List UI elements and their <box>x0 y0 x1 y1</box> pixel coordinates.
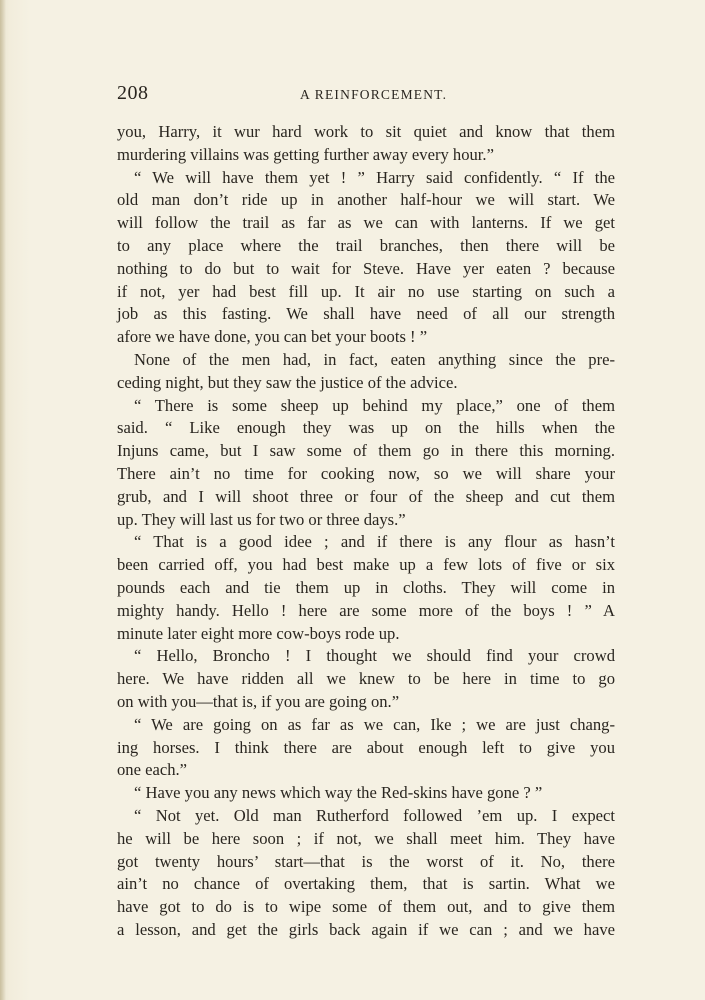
text-line: pounds each and tie them up in cloths. They will come in <box>117 577 615 597</box>
text-line: ing horses. I think there are about enough left to give you <box>117 737 615 757</box>
text-line: he will be here soon ; if not, we shall meet him. They have <box>117 828 615 848</box>
text-line: “ There is some sheep up behind my place,” one of them <box>134 395 615 415</box>
text-line: nothing to do but to wait for Steve. Have yer eaten ? because <box>117 258 615 278</box>
binding-shadow <box>0 0 6 1000</box>
text-line: here. We have ridden all we knew to be here in time to go <box>117 669 615 689</box>
text-line: up. They will last us for two or three days.” <box>117 509 406 529</box>
text-line: ceding night, but they saw the justice of the advice. <box>117 372 458 392</box>
running-title: A REINFORCEMENT. <box>300 87 448 102</box>
text-line: “ We will have them yet ! ” Harry said confidently. “ If the <box>134 167 615 187</box>
text-line: “ We are going on as far as we can, Ike ; we are just chang- <box>134 714 615 734</box>
text-line: said. “ Like enough they was up on the hills when the <box>117 418 615 438</box>
text-line: None of the men had, in fact, eaten anything since the pre- <box>134 349 615 369</box>
text-line: got twenty hours’ start—that is the worst of it. No, there <box>117 851 615 871</box>
text-line: have got to do is to wipe some of them out, and to give them <box>117 897 615 917</box>
text-line: “ Not yet. Old man Rutherford followed ’em up. I expect <box>134 805 615 825</box>
text-line: to any place where the trail branches, then there will be <box>117 235 615 255</box>
text-line: job as this fasting. We shall have need of all our strength <box>117 304 615 324</box>
text-line: if not, yer had best fill up. It air no use starting on such a <box>117 281 615 301</box>
text-line: Injuns came, but I saw some of them go in there this morning. <box>117 441 615 461</box>
body-text <box>117 121 615 942</box>
text-line: “ Hello, Broncho ! I thought we should find your crowd <box>134 646 615 666</box>
text-line: ain’t no chance of overtaking them, that is sartin. What we <box>117 874 615 894</box>
text-line: afore we have done, you can bet your boots ! ” <box>117 327 428 347</box>
text-line: grub, and I will shoot three or four of the sheep and cut them <box>117 486 615 506</box>
text-line: minute later eight more cow-boys rode up. <box>117 623 400 643</box>
text-line: “ That is a good idee ; and if there is any flour as hasn’t <box>134 532 615 552</box>
text-line: you, Harry, it wur hard work to sit quiet and know that them <box>117 122 615 141</box>
text-line: will follow the trail as far as we can with lanterns. If we get <box>117 213 615 233</box>
text-line: been carried off, you had best make up a few lots of five or six <box>117 555 615 575</box>
text-line: on with you—that is, if you are going on.” <box>117 691 400 711</box>
text-line: old man don’t ride up in another half-hour we will start. We <box>117 190 615 210</box>
text-line: murdering villains was getting further away every hour.” <box>117 144 494 164</box>
page-number: 208 <box>117 82 149 104</box>
text-line: a lesson, and get the girls back again if we can ; and we have <box>117 919 615 939</box>
page-header <box>117 82 615 108</box>
text-line: “ Have you any news which way the Red-skins have gone ? ” <box>134 783 543 803</box>
text-line: one each.” <box>117 760 188 780</box>
text-line: mighty handy. Hello ! here are some more of the boys ! ” A <box>117 600 615 620</box>
text-line: There ain’t no time for cooking now, so we will share your <box>117 463 615 483</box>
